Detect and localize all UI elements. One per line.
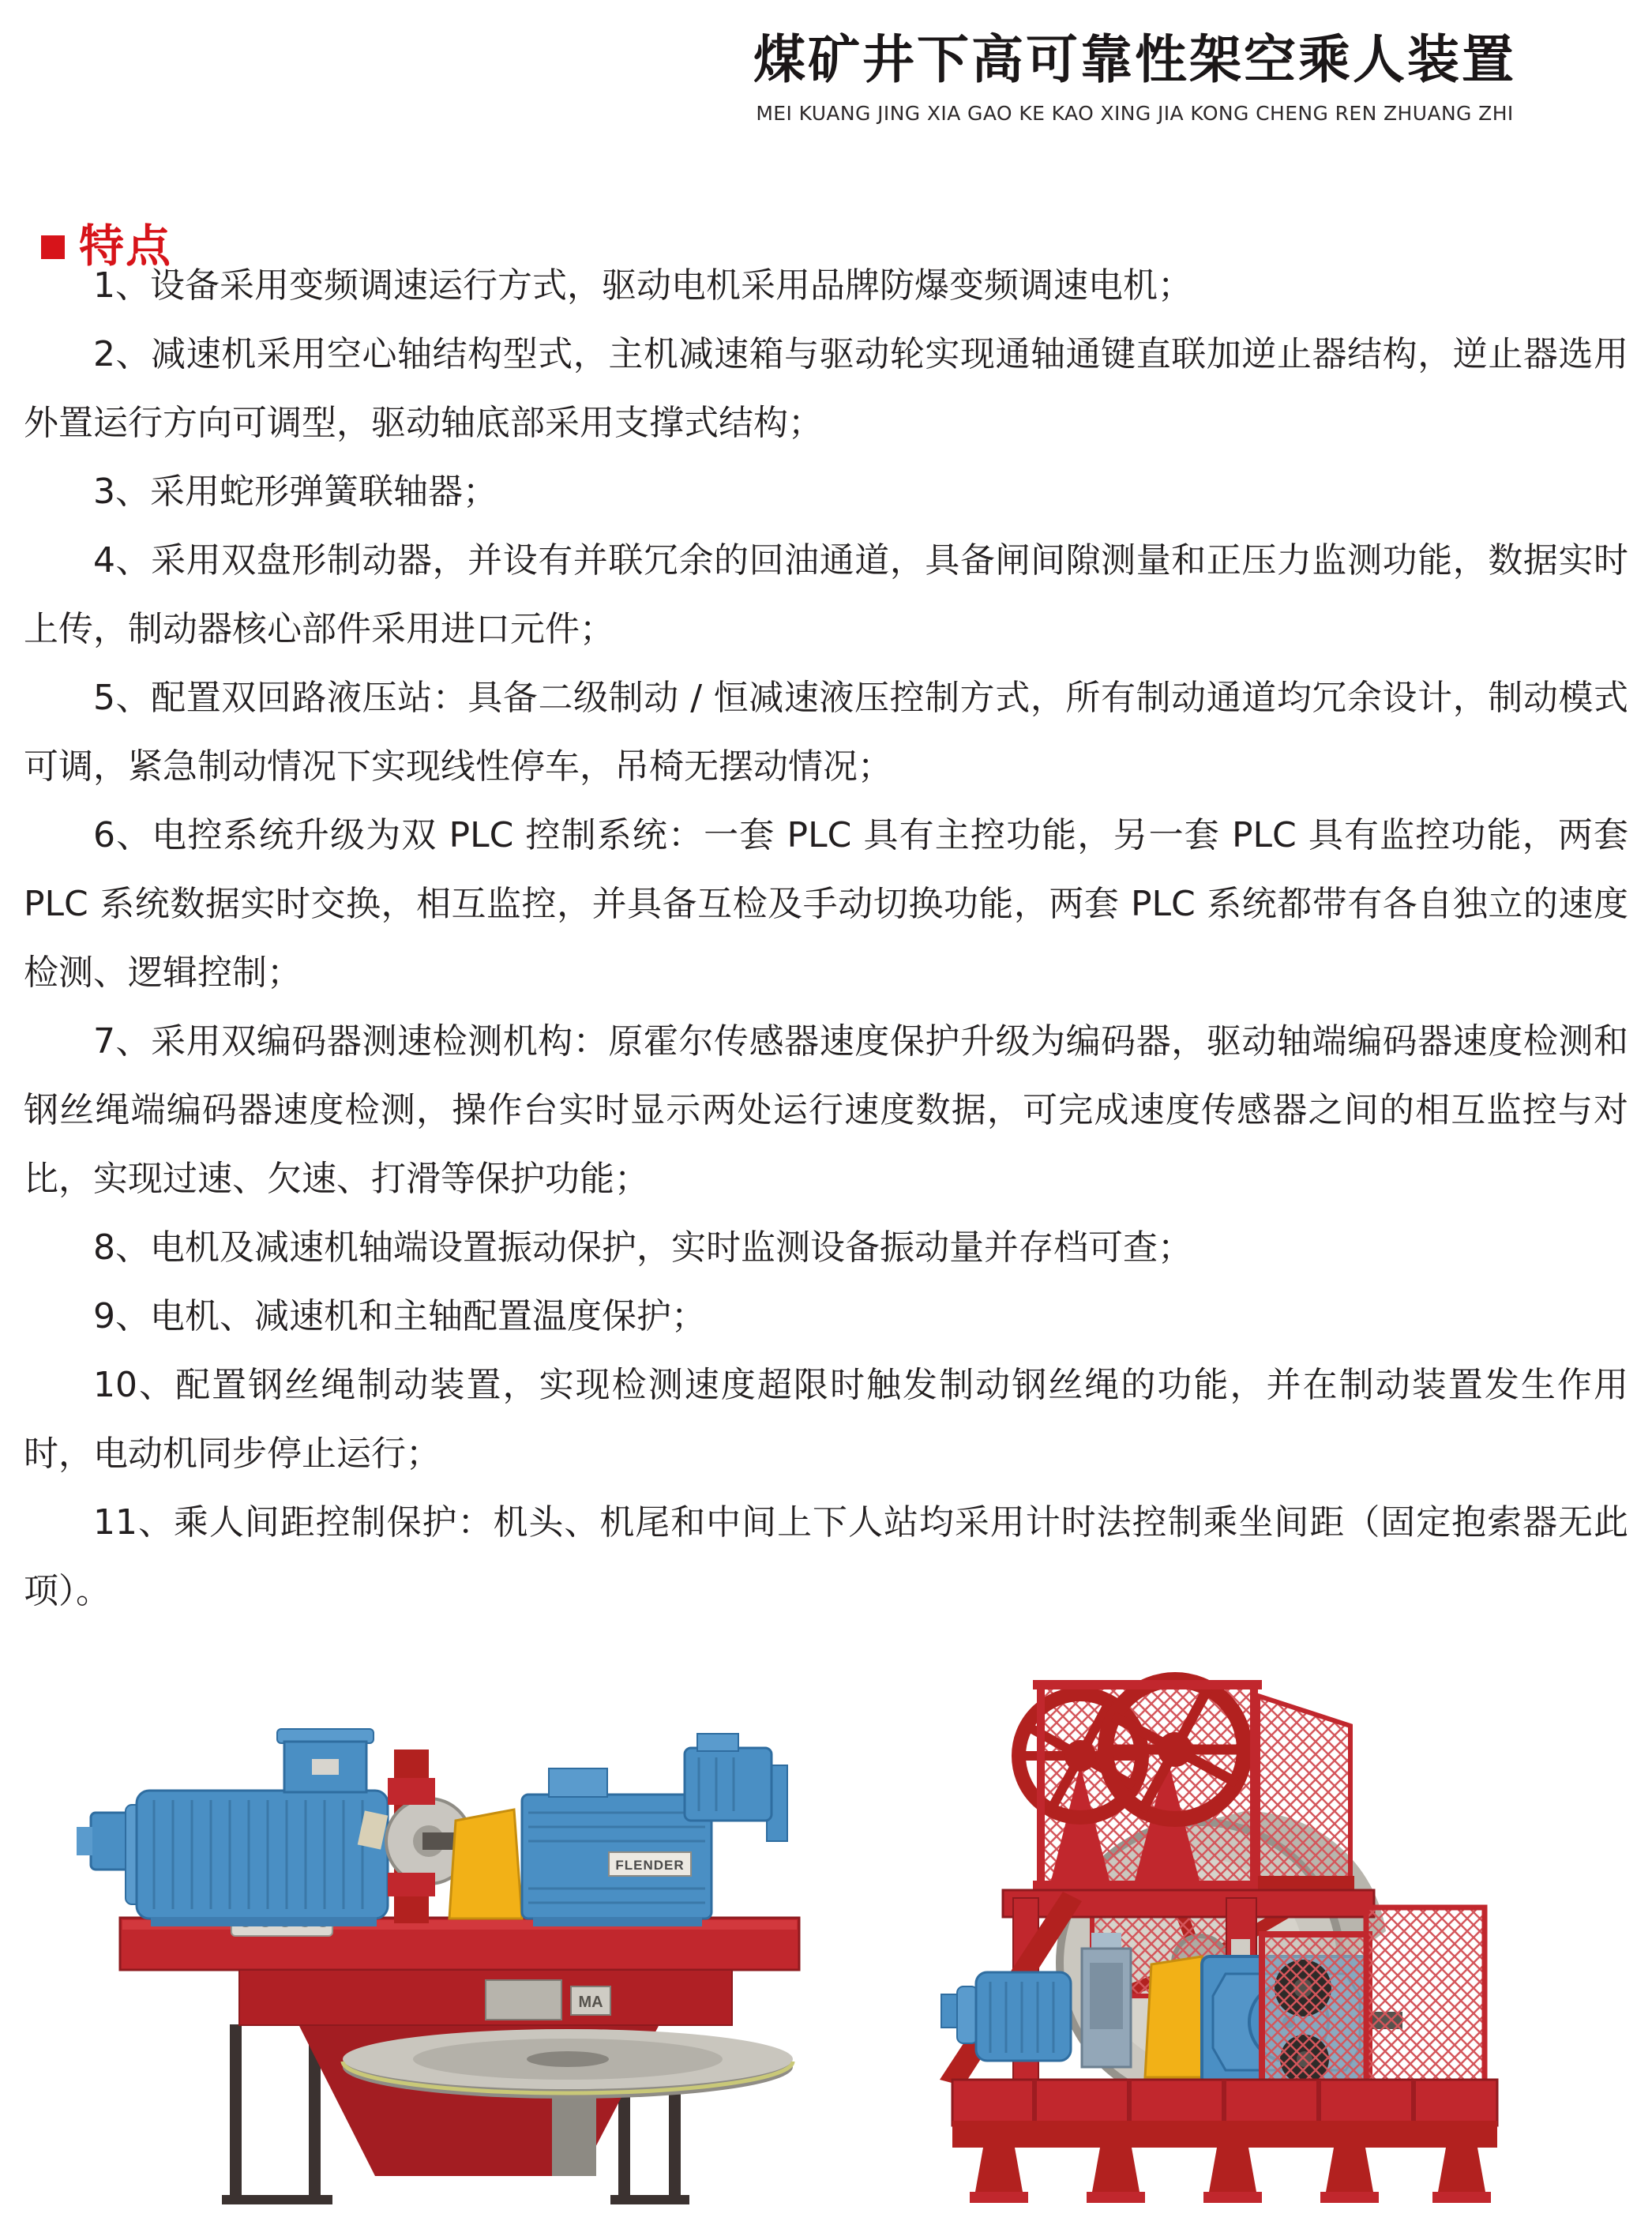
feature-item: 10、配置钢丝绳制动装置，实现检测速度超限时触发制动钢丝绳的功能，并在制动装置发生作用时，电动机同步停止运行； — [24, 1365, 1628, 1474]
coupling-guard — [1145, 1956, 1208, 2077]
drive-station-photo — [75, 1702, 821, 2216]
feature-item: 2、减速机采用空心轴结构型式，主机减速箱与驱动轮实现通轴通键直联加逆止器结构，逆止器选用外置运行方向可调型，驱动轴底部采用支撑式结构； — [24, 334, 1628, 443]
feature-item: 8、电机及减速机轴端设置振动保护，实时监测设备振动量并存档可查； — [93, 1227, 1192, 1268]
feature-item: 11、乘人间距控制保护：机头、机尾和中间上下人站均采用计时法控制乘坐间距（固定抱索器无此项）。 — [24, 1502, 1628, 1611]
feature-item: 7、采用双编码器测速检测机构：原霍尔传感器速度保护升级为编码器，驱动轴端编码器速度检测和钢丝绳端编码器速度检测，操作台实时显示两处运行速度数据，可完成速度传感器之间的相互监控与对比，实现过速、欠速、打滑等保护功能； — [24, 1021, 1628, 1199]
drive-motor — [137, 1791, 388, 1919]
feature-item: 9、电机、减速机和主轴配置温度保护； — [93, 1296, 706, 1336]
coupling-guard — [449, 1810, 522, 1919]
drive-station-illustration — [75, 1702, 821, 2216]
gearbox-brand-label: FLENDER — [615, 1858, 685, 1873]
feature-item: 3、采用蛇形弹簧联轴器； — [93, 472, 497, 512]
feature-item: 5、配置双回路液压站：具备二级制动 / 恒减速液压控制方式，所有制动通道均冗余设计，制动模式可调，紧急制动情况下实现线性停车，吊椅无摆动情况； — [24, 678, 1628, 787]
page-header — [657, 29, 1613, 125]
page-subtitle-pinyin: MEI KUANG JING XIA GAO KE KAO XING JIA KONG CHENG REN ZHUANG ZHI — [756, 101, 1514, 125]
caged-hoist-illustration — [924, 1647, 1532, 2219]
caged-hoist-photo — [924, 1647, 1532, 2219]
rear-guard-mesh — [1366, 1907, 1485, 2105]
nameplate — [486, 1980, 561, 2020]
page-title: 煤矿井下高可靠性架空乘人装置 — [753, 29, 1516, 90]
base-feet — [970, 2148, 1491, 2203]
features-heading-text: 特点 — [79, 220, 172, 272]
features-list — [24, 251, 1628, 1626]
cage-side-mesh — [1258, 1696, 1350, 1885]
ma-certification-label: MA — [578, 1994, 603, 2011]
feature-item: 1、设备采用变频调速运行方式，驱动电机采用品牌防爆变频调速电机； — [93, 265, 1192, 306]
feature-item: 4、采用双盘形制动器，并设有并联冗余的回油通道，具备闸间隙测量和正压力监测功能，数据实时上传，制动器核心部件采用进口元件； — [24, 540, 1628, 649]
feature-item: 6、电控系统升级为双 PLC 控制系统：一套 PLC 具有主控功能，另一套 PLC 具有监控功能，两套 PLC 系统数据实时交换，相互监控，并具备互检及手动切换功能，两套 PLC 系统都带有各自独立的速度检测、逻辑控制； — [24, 815, 1628, 993]
